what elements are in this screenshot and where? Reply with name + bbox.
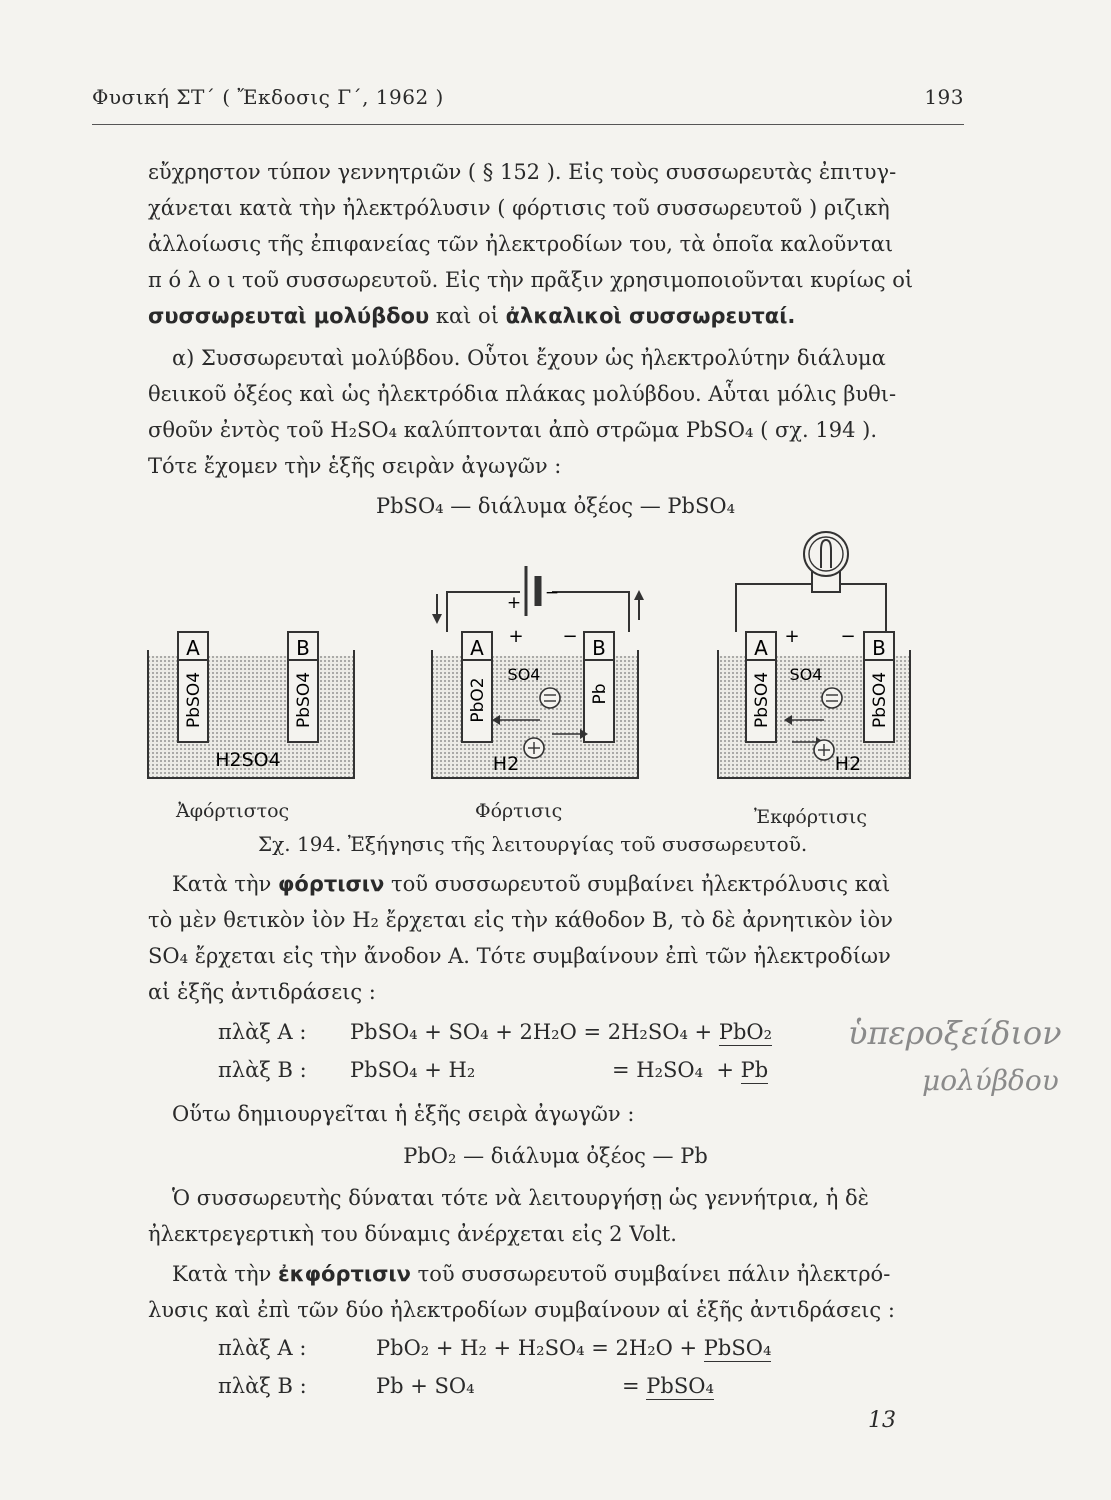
p1-line3: ἀλλοίωσις τῆς ἐπιφανείας τῶν ἠλεκτροδίων του, τὰ ὁποῖα καλοῦνται	[148, 232, 894, 256]
eq-charge-b-label: πλὰξ Β :	[218, 1058, 307, 1082]
eq-discharge-a	[376, 1336, 771, 1360]
figure-caption: Σχ. 194. Ἐξήγησις τῆς λειτουργίας τοῦ συσσωρευτοῦ.	[258, 832, 808, 856]
eq-discharge-b-label: πλὰξ Β :	[218, 1374, 307, 1398]
sublabel-discharging: Ἐκφόρτισις	[754, 806, 868, 828]
cell3-plate-a: PbSO4	[752, 671, 772, 729]
cell1-label-a: A	[186, 636, 200, 660]
term-charging: φόρτισιν	[277, 872, 385, 896]
cell3-plus: +	[784, 626, 800, 647]
p2-line3: σθοῦν ἐντὸς τοῦ H₂SO₄ καλύπτονται ἀπὸ στρῶμα PbSO₄ ( σχ. 194 ).	[148, 418, 878, 442]
cell2-plus: +	[508, 626, 524, 647]
p5-line2: λυσις καὶ ἐπὶ τῶν δύο ἠλεκτροδίων συμβαίνουν αἱ ἑξῆς ἀντιδράσεις :	[148, 1298, 895, 1322]
term-alkaline-accumulators: ἀλκαλικοὶ συσσωρευταί.	[505, 304, 796, 328]
cell1-plate-a: PbSO4	[184, 671, 204, 729]
eq-discharge-b	[622, 1374, 714, 1398]
p1-line5	[148, 302, 795, 330]
cell3-label-a: A	[754, 636, 768, 660]
p1-line2: χάνεται κατὰ τὴν ἠλεκτρόλυσιν ( φόρτισις τοῦ συσσωρευτοῦ ) ριζικὴ	[148, 196, 890, 220]
term-lead-accumulators: συσσωρευταὶ μολύβδου	[148, 304, 430, 328]
p2-line4: Τότε ἔχομεν τὴν ἑξῆς σειρὰν ἀγωγῶν :	[148, 454, 562, 478]
cell-discharging	[718, 532, 910, 778]
p3-line3: SO₄ ἔρχεται εἰς τὴν ἄνοδον Α. Τότε συμβαίνουν ἐπὶ τῶν ἠλεκτροδίων	[148, 944, 891, 968]
running-header	[92, 85, 964, 109]
p3-line1	[172, 870, 890, 898]
p5-line1-post: τοῦ συσσωρευτοῦ συμβαίνει πάλιν ἠλεκτρό-	[410, 1262, 891, 1286]
cell2-minus: −	[562, 626, 578, 647]
figure-accumulator	[140, 528, 920, 798]
eq-charge-a-label: πλὰξ Α :	[218, 1020, 307, 1044]
p2-line1: α) Συσσωρευταὶ μολύβδου. Οὗτοι ἔχουν ὡς ἠλεκτρολύτην διάλυμα	[172, 346, 886, 370]
eq-discharge-b-product: PbSO₄	[646, 1374, 714, 1398]
p5-line1	[172, 1260, 890, 1288]
header-title: Φυσική ΣΤ΄ ( Ἔκδοσις Γ΄, 1962 )	[92, 85, 444, 109]
battery-plus: +	[506, 593, 522, 613]
eq-discharge-a-product: PbSO₄	[703, 1336, 772, 1360]
p4-series: PbO₂ — διάλυμα ὀξέος — Pb	[403, 1144, 708, 1168]
cell1-label-b: B	[296, 636, 310, 660]
cell-uncharged	[148, 632, 354, 778]
p1-line5-mid: καὶ οἱ	[429, 304, 506, 328]
term-discharging: ἐκφόρτισιν	[277, 1262, 411, 1286]
eq-charge-a-product: PbO₂	[718, 1020, 773, 1044]
p4-line2: Ὁ συσσωρευτὴς δύναται τότε νὰ λειτουργήσῃ ὡς γεννήτρια, ἡ δὲ	[172, 1186, 869, 1210]
p3-line1-post: τοῦ συσσωρευτοῦ συμβαίνει ἠλεκτρόλυσις καὶ	[384, 872, 891, 896]
cell2-ion-top: SO4	[507, 665, 541, 684]
cell3-gas: H2	[834, 753, 862, 775]
p4-line1: Οὕτω δημιουργεῖται ἡ ἑξῆς σειρὰ ἀγωγῶν :	[172, 1102, 635, 1126]
p5-line1-pre: Κατὰ τὴν	[172, 1262, 278, 1286]
p1-line1: εὔχρηστον τύπον γεννητριῶν ( § 152 ). Εἰς τοὺς συσσωρευτὰς ἐπιτυγ-	[148, 160, 897, 184]
sublabel-charging: Φόρτισις	[475, 800, 563, 822]
eq-charge-a	[350, 1020, 772, 1044]
eq-discharge-a-lhs: PbO₂ + H₂ + H₂SO₄ = 2H₂O +	[376, 1336, 704, 1360]
eq-charge-b	[612, 1058, 768, 1082]
battery-minus: −	[544, 583, 560, 603]
cell1-plate-b: PbSO4	[294, 671, 314, 729]
sublabel-uncharged: Ἀφόρτιστος	[176, 800, 290, 822]
cell-charging	[432, 566, 644, 778]
p1-line4: π ό λ ο ι τοῦ συσσωρευτοῦ. Εἰς τὴν πρᾶξιν χρησιμοποιοῦνται κυρίως οἱ	[148, 268, 914, 292]
handwritten-note-2: μολύβδου	[922, 1064, 1059, 1097]
cell3-minus: −	[840, 626, 856, 647]
header-rule	[92, 124, 964, 125]
p2-series: PbSO₄ — διάλυμα ὀξέος — PbSO₄	[375, 494, 736, 518]
p3-line4: αἱ ἑξῆς ἀντιδράσεις :	[148, 980, 376, 1004]
p3-line1-pre: Κατὰ τὴν	[172, 872, 278, 896]
eq-discharge-b-lhs: Pb + SO₄	[376, 1374, 475, 1398]
cell2-gas: H2	[492, 753, 520, 775]
page-number: 193	[924, 85, 964, 109]
p3-line2: τὸ μὲν θετικὸν ἰὸν H₂ ἔρχεται εἰς τὴν κάθοδον Β, τὸ δὲ ἀρνητικὸν ἰὸν	[148, 908, 893, 932]
cell2-label-a: A	[470, 636, 484, 660]
cell2-label-b: B	[592, 636, 606, 660]
signature-mark: 13	[868, 1408, 896, 1433]
eq-charge-b-product: Pb	[740, 1058, 769, 1082]
eq-discharge-b-rhs: =	[622, 1374, 647, 1398]
handwritten-note-1: ὑπεροξείδιον	[848, 1014, 1062, 1052]
eq-charge-b-lhs: PbSO₄ + H₂	[350, 1058, 476, 1082]
p2-line2: θειικοῦ ὀξέος καὶ ὡς ἠλεκτρόδια πλάκας μολύβδου. Αὗται μόλις βυθι-	[148, 382, 897, 406]
eq-charge-b-rhs: = H₂SO₄ +	[612, 1058, 741, 1082]
cell3-label-b: B	[872, 636, 886, 660]
p4-line3: ἠλεκτρεγερτικὴ του δύναμις ἀνέρχεται εἰς 2 Volt.	[148, 1222, 677, 1246]
eq-discharge-a-label: πλὰξ Α :	[218, 1336, 307, 1360]
cell3-ion-top: SO4	[789, 665, 823, 684]
cell3-plate-b: PbSO4	[870, 671, 890, 729]
cell2-plate-b: Pb	[590, 683, 610, 705]
cell2-plate-a: PbO2	[468, 677, 488, 723]
cell1-electrolyte: H2SO4	[215, 749, 281, 771]
eq-charge-a-lhs: PbSO₄ + SO₄ + 2H₂O = 2H₂SO₄ +	[350, 1020, 719, 1044]
